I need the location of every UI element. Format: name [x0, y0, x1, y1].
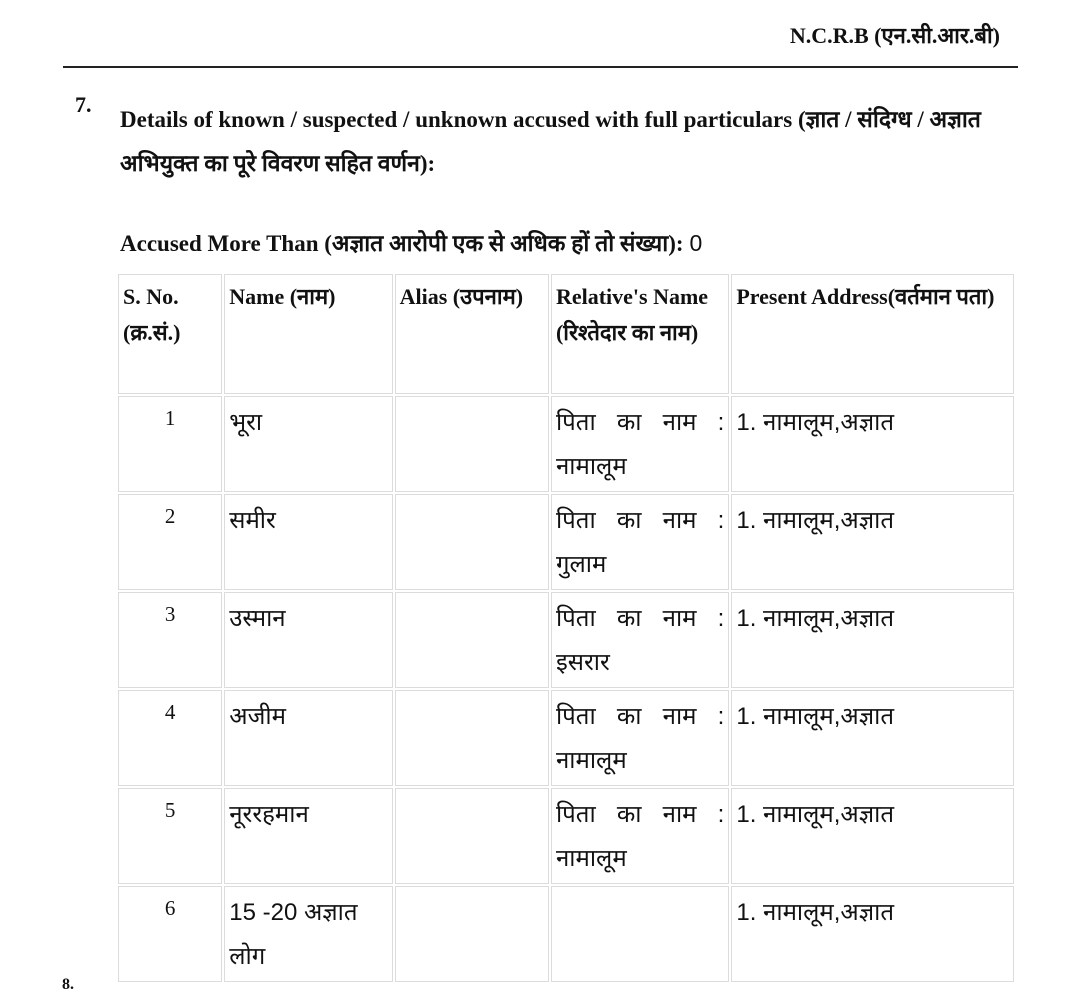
- row-name: उस्मान: [224, 592, 392, 688]
- relative-name: नामालूम: [555, 453, 627, 480]
- table-row: [118, 592, 1014, 688]
- header-relative: Relative's Name (रिश्तेदार का नाम): [551, 274, 729, 394]
- relative-label: पिता का नाम :: [555, 409, 725, 436]
- row-name: भूरा: [224, 396, 392, 492]
- header-name: Name (नाम): [224, 274, 392, 394]
- accused-count-label: Accused More Than (अज्ञात आरोपी एक से अधिक हों तो संख्या):: [120, 231, 684, 256]
- relative-name: गुलाम: [555, 551, 607, 578]
- row-relative: [551, 494, 729, 590]
- header-divider: [63, 66, 1018, 68]
- row-address: 1. नामालूम,अज्ञात: [731, 788, 1014, 884]
- row-sno: 2: [118, 494, 222, 590]
- row-name: समीर: [224, 494, 392, 590]
- header-alias: Alias (उपनाम): [395, 274, 549, 394]
- header-address: Present Address(वर्तमान पता): [731, 274, 1014, 394]
- table-row: [118, 494, 1014, 590]
- row-address: 1. नामालूम,अज्ञात: [731, 396, 1014, 492]
- table-row: [118, 396, 1014, 492]
- table-row: [118, 788, 1014, 884]
- accused-count-line: [120, 226, 702, 258]
- row-relative: [551, 592, 729, 688]
- row-sno: 6: [118, 886, 222, 982]
- row-relative: [551, 396, 729, 492]
- row-address: 1. नामालूम,अज्ञात: [731, 886, 1014, 982]
- row-address: 1. नामालूम,अज्ञात: [731, 494, 1014, 590]
- relative-label: पिता का नाम :: [555, 801, 725, 828]
- row-alias: [395, 494, 549, 590]
- next-section-number: 8.: [62, 976, 74, 993]
- row-alias: [395, 396, 549, 492]
- row-address: 1. नामालूम,अज्ञात: [731, 690, 1014, 786]
- relative-name: नामालूम: [555, 747, 627, 774]
- row-alias: [395, 690, 549, 786]
- relative-label: पिता का नाम :: [555, 703, 725, 730]
- relative-label: पिता का नाम :: [555, 507, 725, 534]
- row-name: अजीम: [224, 690, 392, 786]
- row-sno: 3: [118, 592, 222, 688]
- relative-name: नामालूम: [555, 845, 627, 872]
- section-title: Details of known / suspected / unknown accused with full particulars (ज्ञात / संदिग्ध / अज्ञात अभियुक्त का पूरे विवरण सहित वर्णन):: [120, 107, 981, 176]
- table-header-row: [118, 274, 1014, 394]
- row-relative: [551, 690, 729, 786]
- row-relative: [551, 788, 729, 884]
- row-address: 1. नामालूम,अज्ञात: [731, 592, 1014, 688]
- accused-count-value: 0: [689, 230, 703, 256]
- table-row: [118, 886, 1014, 982]
- header-sno: S. No. (क्र.सं.): [118, 274, 222, 394]
- row-name: 15 -20 अज्ञात लोग: [224, 886, 392, 982]
- relative-name: इसरार: [555, 649, 610, 676]
- row-sno: 1: [118, 396, 222, 492]
- row-relative: [551, 886, 729, 982]
- row-sno: 4: [118, 690, 222, 786]
- accused-table: [116, 272, 1016, 984]
- section-number: 7.: [75, 92, 92, 117]
- row-alias: [395, 788, 549, 884]
- row-alias: [395, 886, 549, 982]
- row-sno: 5: [118, 788, 222, 884]
- row-name: नूररहमान: [224, 788, 392, 884]
- row-alias: [395, 592, 549, 688]
- agency-header: N.C.R.B (एन.सी.आर.बी): [789, 23, 1000, 48]
- table-row: [118, 690, 1014, 786]
- relative-label: पिता का नाम :: [555, 605, 725, 632]
